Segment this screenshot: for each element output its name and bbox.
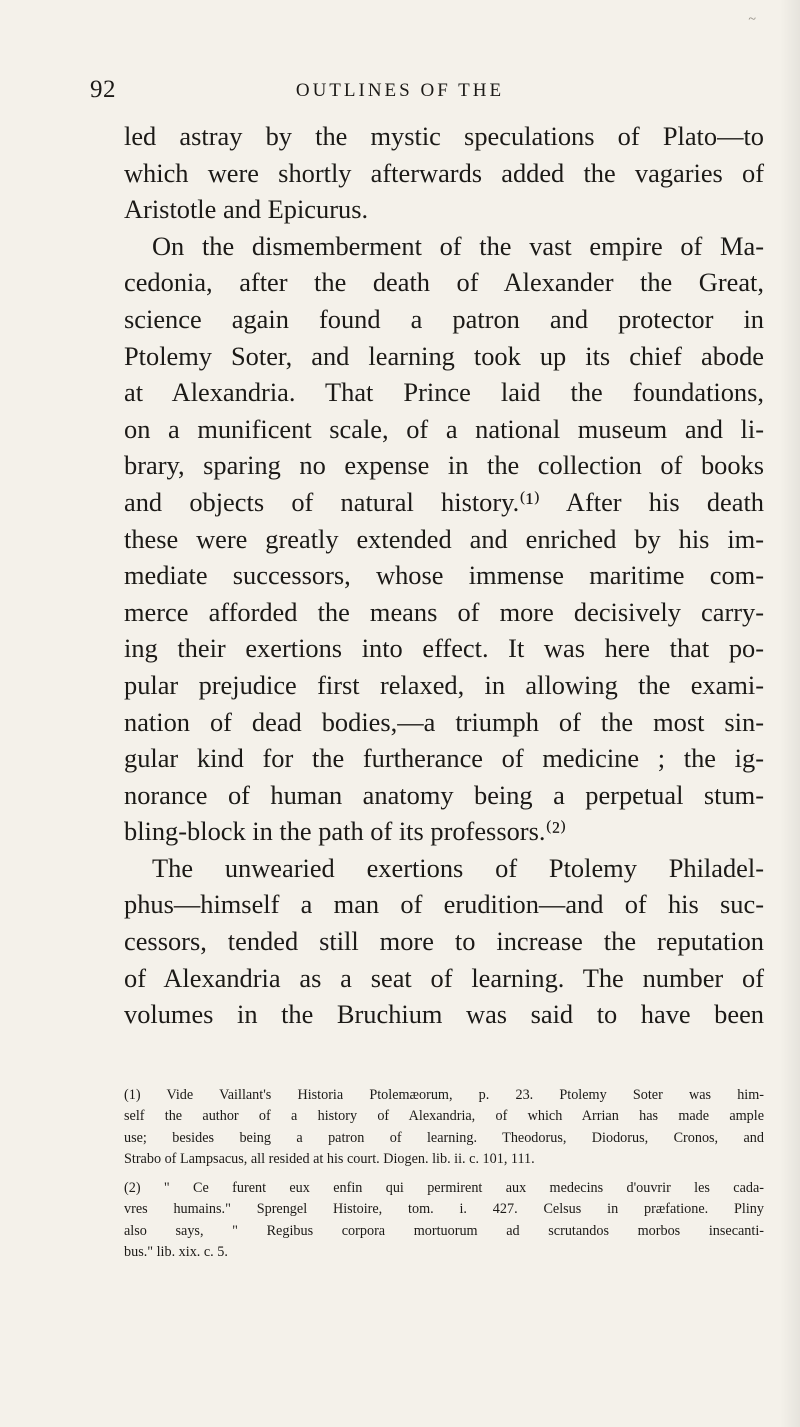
text-line: nation of dead bodies,—a triumph of the most sin- xyxy=(124,706,764,737)
text-line: mediate successors, whose immense maritime com- xyxy=(124,560,764,591)
text-line: brary, sparing no expense in the collection of books xyxy=(124,450,764,481)
corner-mark: ~ xyxy=(748,12,756,27)
footnote-line: (1) Vide Vaillant's Historia Ptolemæorum, p. 23. Ptolemy Soter was him- xyxy=(124,1087,764,1103)
footnote-line: vres humains." Sprengel Histoire, tom. i. 427. Celsus in præfatione. Pliny xyxy=(124,1201,764,1218)
text-line: phus—himself a man of erudition—and of his suc- xyxy=(124,889,764,920)
text-line: on a munificent scale, of a national museum and li- xyxy=(124,413,764,444)
footnote-line: also says, " Regibus corpora mortuorum ad scrutandos morbos insecanti- xyxy=(124,1222,764,1239)
text-line: gular kind for the furtherance of medicine ; the ig- xyxy=(124,743,764,774)
footnote-line: bus." lib. xix. c. 5. xyxy=(124,1244,228,1261)
footnote-2 xyxy=(124,1178,764,1263)
footnote-line: (2) " Ce furent eux enfin qui permirent aux medecins d'ouvrir les cada- xyxy=(124,1180,764,1197)
text-line: cessors, tended still more to increase the reputation xyxy=(124,926,764,957)
footnote-line: use; besides being a patron of learning. Theodorus, Diodorus, Cronos, and xyxy=(124,1129,764,1146)
text-line: led astray by the mystic speculations of Plato—to xyxy=(124,121,764,151)
page-edge-shadow xyxy=(780,0,800,1427)
text-line: norance of human anatomy being a perpetual stum- xyxy=(124,779,764,810)
text-line: On the dismemberment of the vast empire of Ma- xyxy=(152,230,764,261)
text-line: pular prejudice first relaxed, in allowing the exami- xyxy=(124,669,764,700)
text-line: and objects of natural history.⁽¹⁾ After his death xyxy=(124,486,764,517)
page-number: 92 xyxy=(90,76,116,103)
text-line: bling-block in the path of its professors.⁽²⁾ xyxy=(124,816,567,847)
text-line: cedonia, after the death of Alexander the Great, xyxy=(124,267,764,298)
footnotes xyxy=(124,1085,764,1263)
text-line: of Alexandria as a seat of learning. The number of xyxy=(124,962,764,993)
text-line: The unwearied exertions of Ptolemy Philadel- xyxy=(152,852,764,883)
text-line: at Alexandria. That Prince laid the foundations, xyxy=(124,377,764,408)
footnote-line: self the author of a history of Alexandria, of which Arrian has made ample xyxy=(124,1108,764,1125)
text-line: these were greatly extended and enriched by his im- xyxy=(124,523,764,554)
running-title: OUTLINES OF THE xyxy=(295,80,505,101)
text-line: Ptolemy Soter, and learning took up its chief abode xyxy=(124,340,764,371)
footnote-1 xyxy=(124,1085,764,1170)
text-line: science again found a patron and protector in xyxy=(124,303,764,334)
text-line: which were shortly afterwards added the vagaries of xyxy=(124,157,764,188)
text-line: merce afforded the means of more decisively carry- xyxy=(124,596,764,627)
text-line: Aristotle and Epicurus. xyxy=(124,194,369,225)
main-text xyxy=(124,118,764,1033)
text-line: ing their exertions into effect. It was here that po- xyxy=(124,633,764,664)
footnote-line: Strabo of Lampsacus, all resided at his court. Diogen. lib. ii. c. 101, 111. xyxy=(124,1150,535,1167)
text-line: volumes in the Bruchium was said to have been xyxy=(124,999,764,1030)
